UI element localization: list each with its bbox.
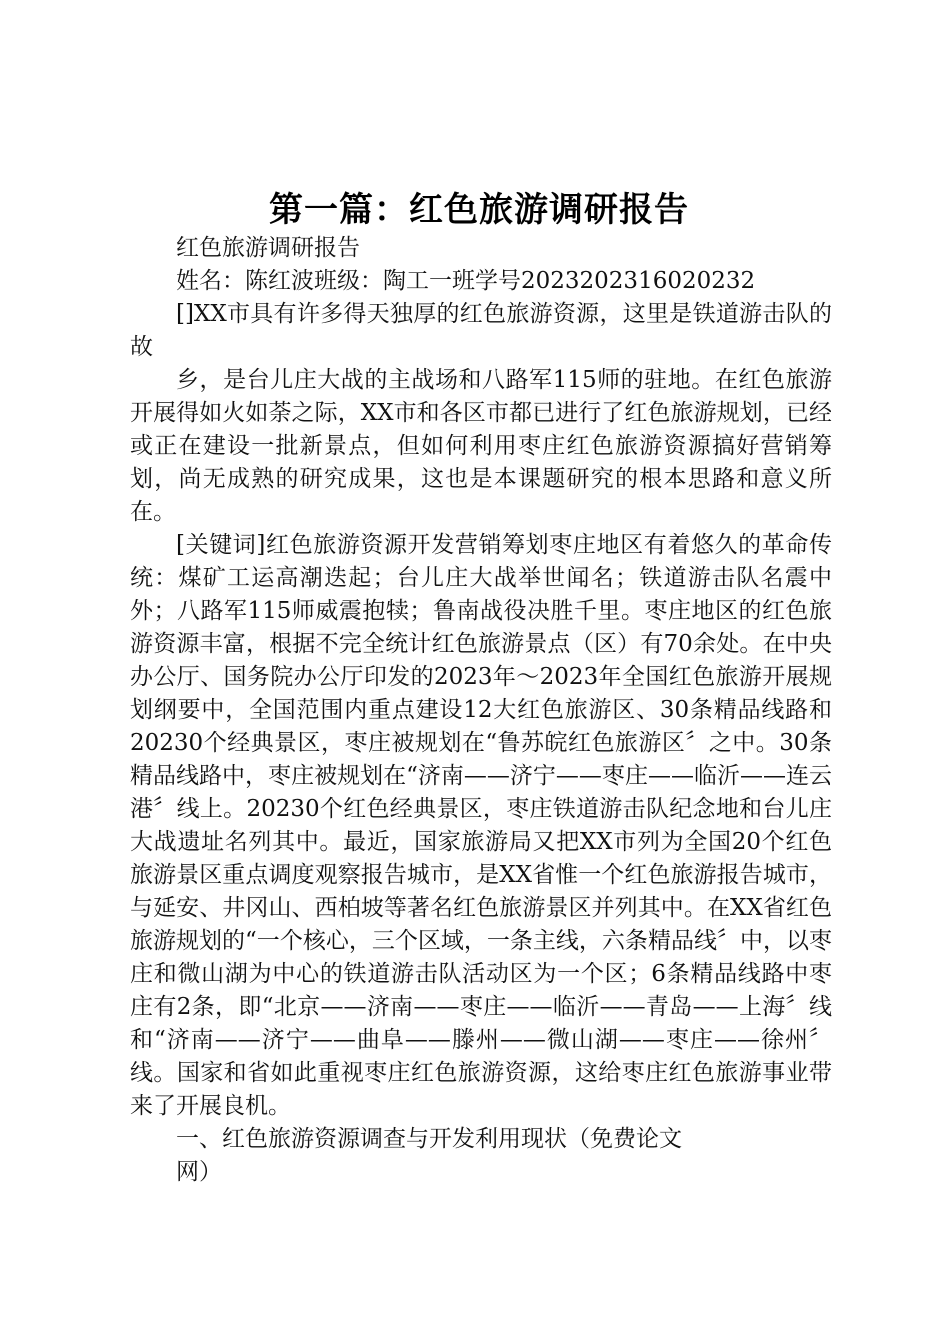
paragraph-subtitle: 红色旅游调研报告 xyxy=(176,235,360,261)
paragraph-section-heading-end: 网） xyxy=(176,1159,222,1185)
document-title: 第一篇：红色旅游调研报告 xyxy=(269,190,689,230)
paragraph-intro-continued: 乡，是台儿庄大战的主战场和八路军115师的驻地。在红色旅游开展得如火如荼之际，XX市和各区市都已进行了红色旅游规划，已经或正在建设一批新景点，但如何利用枣庄红色旅游资源搞好营销筹划，尚无成熟的研究成果，这也是本课题研究的根本思路和意义所在。 xyxy=(130,367,832,525)
paragraph-keywords: [关键词]红色旅游资源开发营销筹划枣庄地区有着悠久的革命传统：煤矿工运高潮迭起；台儿庄大战举世闻名；铁道游击队名震中外；八路军115师威震抱犊；鲁南战役决胜千里。枣庄地区的红色旅游资源丰富，根据不完全统计红色旅游景点（区）有70余处。在中央办公厅、国务院办公厅印发的2023年～2023年全国红色旅游开展规划纲要中，全国范围内重点建设12大红色旅游区、30条精品线路和20230个经典景区，枣庄被规划在“鲁苏皖红色旅游区〞之中。30条精品线路中，枣庄被规划在“济南——济宁——枣庄——临沂——连云港〞线上。20230个红色经典景区，枣庄铁道游击队纪念地和台儿庄大战遗址名列其中。最近，国家旅游局又把XX市列为全国20个红色旅游景区重点调度观察报告城市，是XX省惟一个红色旅游报告城市，与延安、井冈山、西柏坡等著名红色旅游景区并列其中。在XX省红色旅游规划的“一个核心，三个区域，一条主线，六条精品线〞中，以枣庄和微山湖为中心的铁道游击队活动区为一个区；6条精品线路中枣庄有2条，即“北京——济南——枣庄——临沂——青岛——上海〞线和“济南——济宁——曲阜——滕州——微山湖——枣庄——徐州〞线。国家和省如此重视枣庄红色旅游资源，这给枣庄红色旅游事业带来了开展良机。 xyxy=(130,532,832,1119)
paragraph-section-heading: 一、红色旅游资源调查与开发利用现状（免费论文 xyxy=(176,1126,682,1152)
paragraph-intro: []XX市具有许多得天独厚的红色旅游资源，这里是铁道游击队的故 xyxy=(130,301,832,360)
paragraph-author-info: 姓名：陈红波班级：陶工一班学号2023202316020232 xyxy=(176,268,756,294)
document-body xyxy=(130,232,832,1189)
